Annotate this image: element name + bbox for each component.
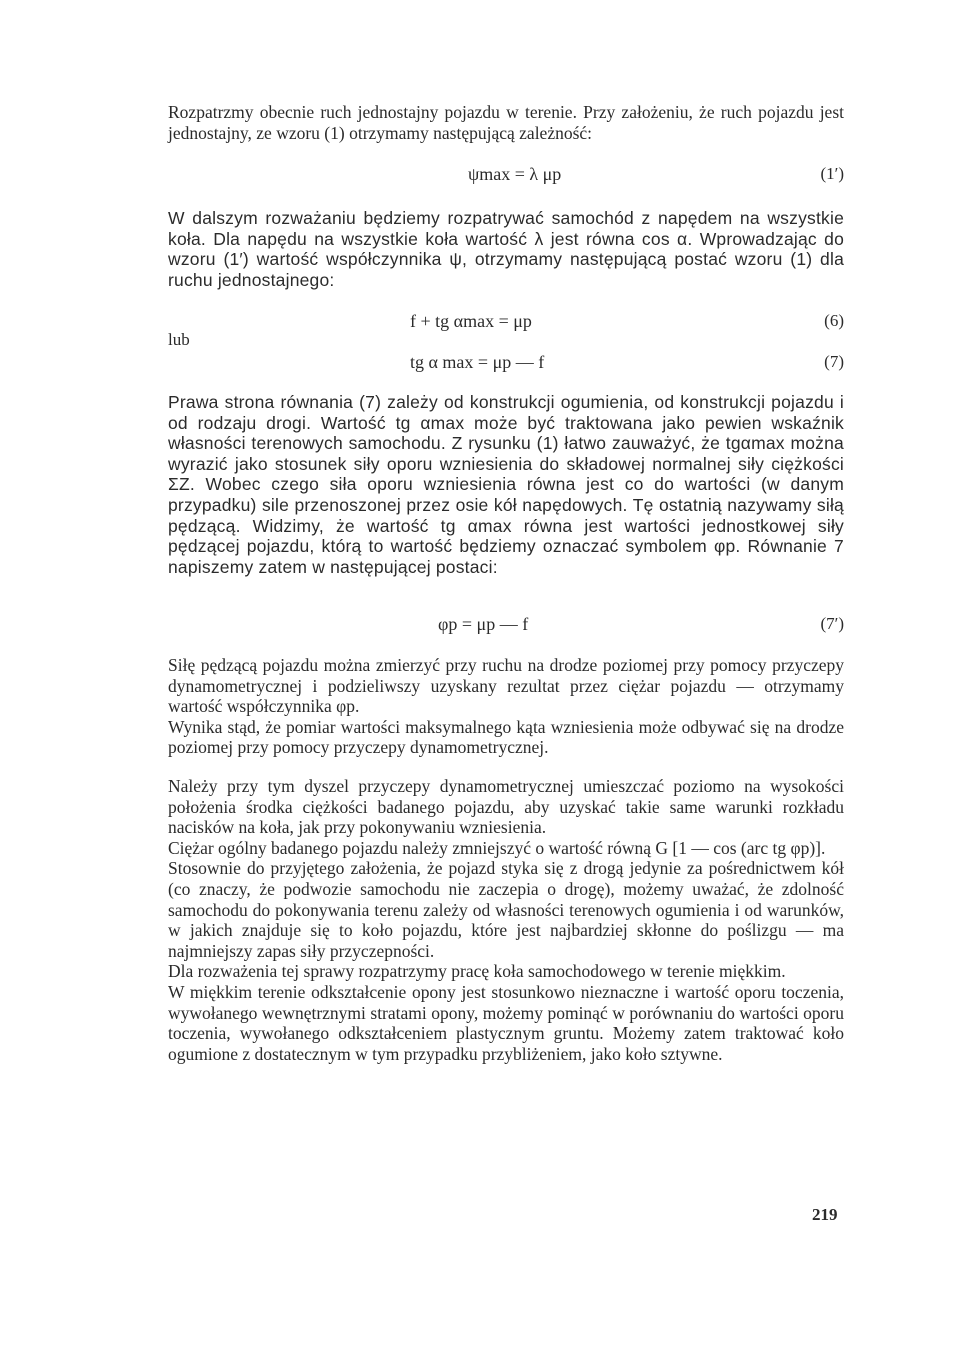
paragraph-text: Należy przy tym dyszel przyczepy dynamometrycznej umieszczać poziomo na wysokości położenia środka ciężkości badanego pojazdu, aby uzyskać takie same warunki rozkładu nacisków na koła, jak przy pokonywaniu wzniesienia. — [168, 775, 844, 838]
paragraph-text: W dalszym rozważaniu będziemy rozpatrywać samochód z napędem na wszystkie koła. Dla napędu na wszystkie koła wartość λ jest równa cos α. Wprowadzając do wzoru (1′) wartość współczynnika ψ, otrzymamy następującą postać wzoru (1) dla ruchu jednostajnego: — [168, 208, 844, 290]
equation-number: (7) — [824, 352, 844, 371]
paragraph-text: Ciężar ogólny badanego pojazdu należy zmniejszyć o wartość równą G [1 — cos (arc tg φp)]. — [168, 837, 826, 858]
lub-label: lub — [168, 330, 190, 349]
equation-7prime — [168, 614, 844, 638]
lub-row — [168, 330, 844, 354]
equation-number: (6) — [824, 311, 844, 330]
paragraph-text: Wynika stąd, że pomiar wartości maksymalnego kąta wzniesienia może odbywać się na drodze poziomej przy pomocy przyczepy dynamometrycznej. — [168, 716, 844, 758]
paragraph-text: Rozpatrzmy obecnie ruch jednostajny pojazdu w terenie. Przy założeniu, że ruch pojazdu jest jednostajny, ze wzoru (1) otrzymamy następującą zależność: — [168, 102, 844, 143]
equation-1prime — [168, 164, 844, 188]
paragraph-3 — [168, 392, 844, 577]
equation-number: (1′) — [820, 164, 844, 183]
paragraph-2 — [168, 208, 844, 290]
equation-number: (7′) — [820, 614, 844, 633]
paragraph-text: Stosownie do przyjętego założenia, że pojazd styka się z drogą jedynie za pośrednictwem kół (co znaczy, że podwozie samochodu nie zaczepia o drogę), możemy uważać, że zdolność samochodu do pokonywania terenu zależy od własności terenowych ogumienia i od warunków, w jakich znajduje się to koło pojazdu, które jest najbardziej skłonne do poślizgu — ma najmniejszy zapas siły przyczepności. — [168, 858, 844, 961]
equation-formula: ψmax = λ μp — [468, 164, 562, 184]
equation-formula: f + tg αmax = μp — [410, 311, 532, 331]
paragraph-text: Siłę pędzącą pojazdu można zmierzyć przy ruchu na drodze poziomej przy pomocy przyczepy dynamometrycznej i podzieliwszy uzyskany rezultat przez ciężar pojazdu — otrzymamy wartość współczynnika φp. — [168, 655, 844, 717]
equation-formula: φp = μp — f — [438, 614, 529, 634]
paragraph-block — [168, 655, 844, 1064]
paragraph-text: Dla rozważenia tej sprawy rozpatrzymy pracę koła samochodowego w terenie miękkim. — [168, 961, 786, 982]
paragraph-text: Prawa strona równania (7) zależy od konstrukcji ogumienia, od konstrukcji pojazdu i od rodzaju drogi. Wartość tg αmax może być traktowana jako pewien wskaźnik własności terenowych samochodu. Z rysunku (1) łatwo zauważyć, że tgαmax można wyrazić jako stosunek siły oporu wzniesienia do składowej normalnej siły ciężkości ΣZ. Wobec czego siła oporu wzniesienia równa jest co do wartości (w danym przypadku) sile przenoszonej przez osie kół napędowych. Tę ostatnią nazywamy siłą pędzącą. Widzimy, że wartość tg αmax równa jest wartości jednostkowej siły pędzącej pojazdu, którą to wartość będziemy oznaczać symbolem φp. Równanie 7 napiszemy zatem w następującej postaci: — [168, 392, 844, 577]
page-number: 219 — [812, 1205, 838, 1224]
paragraph-text: W miękkim terenie odkształcenie opony jest stosunkowo nieznaczne i wartość oporu toczenia, wywołanego wewnętrznymi stratami opony, możemy pominąć w porównaniu do wartości oporu toczenia, wywołanego odkształceniem plastycznym gruntu. Możemy zatem traktować koło ogumione z dostatecznym w tym przypadku przybliżeniem, jako koło sztywne. — [168, 981, 844, 1064]
paragraph-intro — [168, 102, 844, 143]
equation-formula: tg α max = μp — f — [410, 352, 545, 372]
equation-7 — [168, 352, 844, 376]
